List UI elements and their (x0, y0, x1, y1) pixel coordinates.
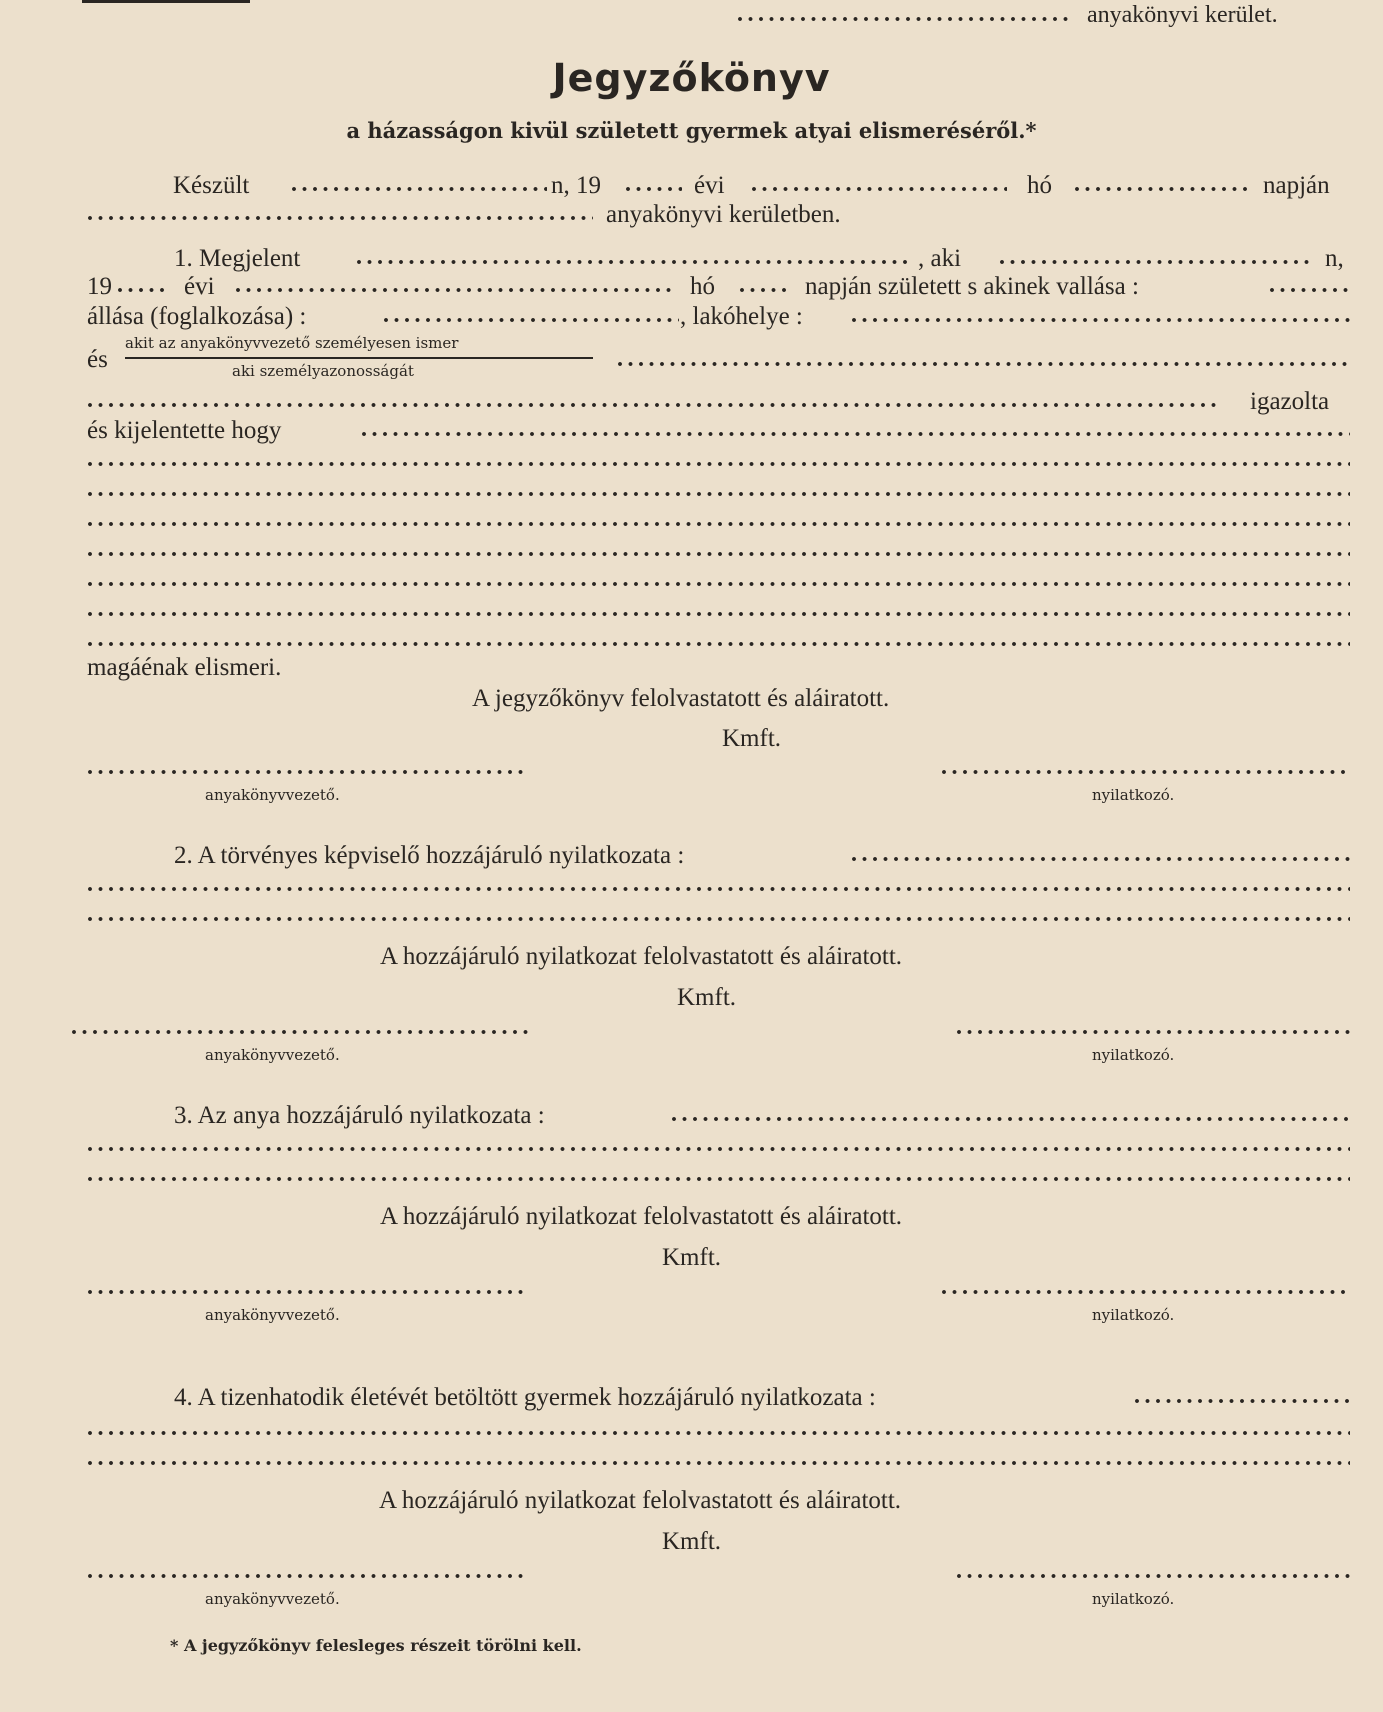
keszult-label: Készült (173, 172, 250, 199)
birthmonth-fill (236, 286, 676, 294)
declaration-fill-7 (88, 640, 1350, 648)
acknowledges-label: magáénak elismeri. (87, 654, 282, 681)
kerulet-label: anyakönyvi kerületben. (606, 201, 841, 228)
district-label: anyakönyvi kerület. (1087, 2, 1278, 28)
sec4-kmft: Kmft. (662, 1528, 722, 1555)
district-fill-line (738, 15, 1068, 23)
n-label: n, (1325, 245, 1344, 272)
sec1-declarant-label: nyilatkozó. (1092, 786, 1175, 804)
declared-label: és kijelentette hogy (87, 417, 282, 444)
sec2-fill-0 (852, 855, 1350, 863)
igazolta-label: igazolta (1250, 388, 1330, 415)
sec4-heading: 4. A tizenhatodik életévét betöltött gyermek hozzájáruló nyilatkozata : (174, 1384, 876, 1411)
sec3-fill-2 (88, 1175, 1350, 1183)
declaration-fill-5 (88, 580, 1350, 588)
place-fill (292, 185, 547, 193)
sec1-registrar-signature-line (88, 768, 528, 776)
identity-option-verified: aki személyazonosságát (232, 362, 414, 380)
declaration-fill-2 (88, 490, 1350, 498)
residence-fill (852, 316, 1350, 324)
sec2-heading: 2. A törvényes képviselő hozzájáruló nyilatkozata : (174, 842, 685, 869)
sec3-registrar-signature-line (88, 1288, 528, 1296)
identity-fill-2 (88, 401, 1218, 409)
sec1-kmft: Kmft. (722, 725, 782, 752)
sec4-registrar-signature-line (88, 1572, 528, 1580)
sec4-declarant-label: nyilatkozó. (1092, 1590, 1175, 1608)
district2-fill (88, 214, 593, 222)
es-label: és (87, 346, 108, 373)
birthplace-fill (1000, 258, 1315, 266)
sec2-declarant-signature-line (957, 1028, 1350, 1036)
sec2-registrar-label: anyakönyvvezető. (205, 1046, 340, 1064)
evi2-label: évi (184, 273, 215, 300)
footnote: * A jegyzőkönyv felesleges részeit törölni kell. (170, 1636, 582, 1655)
declaration-fill-6 (88, 610, 1350, 618)
document-title: Jegyzőkönyv (552, 56, 831, 100)
declaration-fill-4 (88, 550, 1350, 558)
identity-option-known: akit az anyakönyvvezető személyesen ismer (125, 334, 459, 352)
declaration-fill-0 (362, 430, 1350, 438)
aki-label: , aki (918, 245, 962, 272)
residence-label: , lakóhelye : (680, 303, 803, 330)
birthday-fill (740, 286, 792, 294)
declaration-fill-3 (88, 520, 1350, 528)
sec3-declarant-label: nyilatkozó. (1092, 1306, 1175, 1324)
ho-label: hó (1027, 172, 1052, 199)
sec2-declarant-label: nyilatkozó. (1092, 1046, 1175, 1064)
declaration-fill-1 (88, 460, 1350, 468)
sec3-declarant-signature-line (942, 1288, 1350, 1296)
sec1-registrar-label: anyakönyvvezető. (205, 786, 340, 804)
sec4-declarant-signature-line (957, 1572, 1350, 1580)
identity-fill (618, 360, 1350, 368)
sec2-read-signed: A hozzájáruló nyilatkozat felolvastatott és aláiratott. (380, 943, 903, 970)
megjelent-label: 1. Megjelent (174, 245, 301, 272)
top-rule (82, 0, 250, 3)
sec3-registrar-label: anyakönyvvezető. (205, 1306, 340, 1324)
occupation-fill (384, 316, 679, 324)
sec4-read-signed: A hozzájáruló nyilatkozat felolvastatott és aláiratott. (379, 1487, 902, 1514)
sec2-fill-1 (88, 885, 1350, 893)
year-prefix: 19 (87, 273, 112, 300)
sec4-fill-0 (1135, 1397, 1350, 1405)
birthyear-fill (118, 286, 170, 294)
sec3-fill-1 (88, 1145, 1350, 1153)
napjan-label: napján (1263, 172, 1330, 199)
appeared-name-fill (357, 258, 912, 266)
document-subtitle: a házasságon kivül született gyermek atyai elismeréséről.* (346, 118, 1037, 143)
sec3-heading: 3. Az anya hozzájáruló nyilatkozata : (174, 1102, 545, 1129)
day-fill (1075, 185, 1250, 193)
sec4-registrar-label: anyakönyvvezető. (205, 1590, 340, 1608)
sec3-kmft: Kmft. (662, 1244, 722, 1271)
evi-label: évi (694, 172, 725, 199)
month-fill (752, 185, 1007, 193)
sec1-read-signed: A jegyzőkönyv felolvastatott és aláiratott. (472, 685, 890, 712)
ho2-label: hó (690, 273, 715, 300)
sec3-read-signed: A hozzájáruló nyilatkozat felolvastatott és aláiratott. (380, 1203, 903, 1230)
sec4-fill-2 (88, 1459, 1350, 1467)
sec1-declarant-signature-line (942, 768, 1350, 776)
born-religion-label: napján született s akinek vallása : (805, 273, 1139, 300)
sec2-kmft: Kmft. (677, 984, 737, 1011)
year-fill (626, 185, 682, 193)
identity-option-divider (125, 357, 593, 359)
religion-fill (1270, 286, 1350, 294)
sec3-fill-0 (672, 1115, 1350, 1123)
occupation-label: állása (foglalkozása) : (87, 303, 307, 330)
sec2-fill-2 (88, 915, 1350, 923)
n19-label: n, 19 (551, 172, 601, 199)
sec2-registrar-signature-line (72, 1028, 528, 1036)
sec4-fill-1 (88, 1429, 1350, 1437)
